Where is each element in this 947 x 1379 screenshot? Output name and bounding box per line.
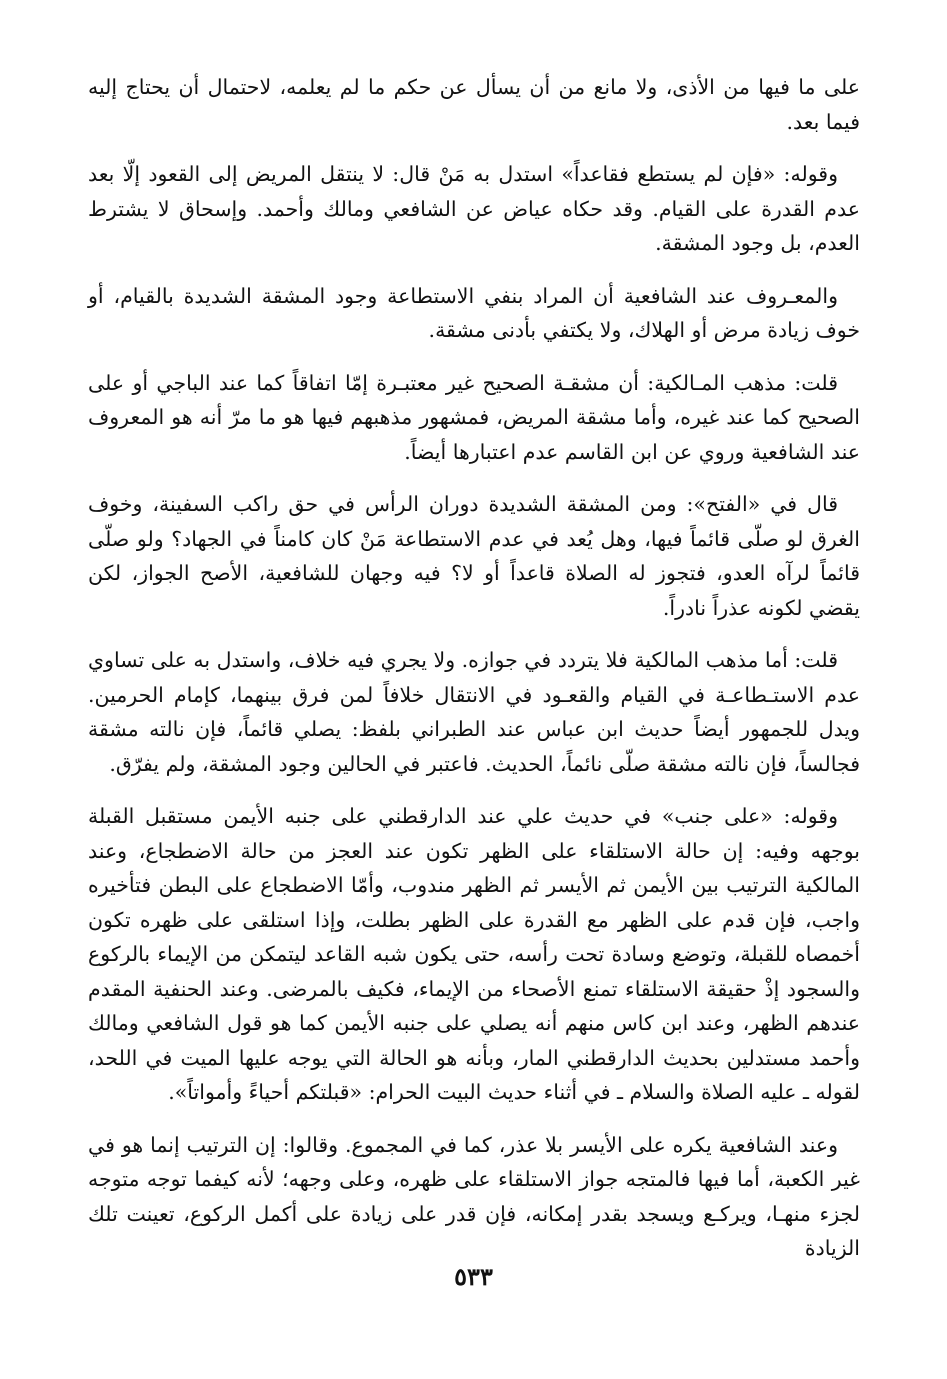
paragraph-6: قلت: أما مذهب المالكية فلا يتردد في جوازه. ولا يجري فيه خلاف، واستدل به على تساوي عدم الاستـطاعـة في القيام والقعـود في الانتقال خلافاً لمن فرق بينهما، كإمام الحرمين. ويدل للجمهور أيضاً حديث ابن عباس عند الطبراني بلفظ: يصلي قائماً، فإن نالته مشقة فجالساً، فإن نالته مشقة صلّى نائماً، الحديث. فاعتبر في الحالين وجود المشقة، ولم يفرّق. bbox=[88, 648, 860, 776]
paragraph-3: والمعـروف عند الشافعية أن المراد بنفي الاستطاعة وجود المشقة الشديدة بالقيام، أو خوف زيادة مرض أو الهلاك، ولا يكتفي بأدنى مشقة. bbox=[88, 283, 860, 342]
paragraph-4: قلت: مذهب المـالكية: أن مشقـة الصحيح غير معتبـرة إمّا اتفاقاً كما عند الباجي أو على الصحيح كما عند غيره، وأما مشقة المريض، فمشهور مذهبهم فيها هو ما مرّ أنه هو المعروف عند الشافعية وروي عن ابن القاسم عدم اعتبارها أيضاً. bbox=[88, 370, 860, 464]
paragraph-5: قال في «الفتح»: ومن المشقة الشديدة دوران الرأس في حق راكب السفينة، وخوف الغرق لو صلّى قائماً فيها، وهل يُعد في عدم الاستطاعة مَنْ كان كامناً في الجهاد؟ ولو صلّى قائماً لرآه العدو، فتجوز له الصلاة قاعداً أو لا؟ فيه وجهان للشافعية، الأصح الجواز، لكن يقضي لكونه عذراً نادراً. bbox=[88, 492, 860, 620]
paragraph-8: وعند الشافعية يكره على الأيسر بلا عذر، كما في المجموع. وقالوا: إن الترتيب إنما هو في غير الكعبة، أما فيها فالمتجه جواز الاستلقاء على ظهره، وعلى وجهه؛ لأنه كيفما توجه متوجه لجزء منهـا، ويركـع ويسجد بقدر إمكانه، فإن قدر على زيادة على أكمل الركوع، تعينت تلك الزيادة bbox=[88, 1132, 860, 1260]
page-body bbox=[88, 70, 860, 1284]
paragraph-7: وقوله: «على جنب» في حديث علي عند الدارقطني على جنبه الأيمن مستقبل القبلة بوجهه وفيه: إن حالة الاستلقاء على الظهر تكون عند العجز من حالة الاضطجاع، وعند المالكية الترتيب بين الأيمن ثم الأيسر ثم الظهر مندوب، وأمّا الاضطجاع على البطن فتأخيره واجب، فإن قدم على الظهر مع القدرة على الظهر بطلت، وإذا استلقى على ظهره تكون أخمصاه للقبلة، وتوضع وسادة تحت رأسه، حتى يكون شبه القاعد ليتمكن من الإيماء بالركوع والسجود إذْ حقيقة الاستلقاء تمنع الأصحاء من الإيماء، فكيف بالمرضى. وعند الحنفية المقدم عندهم الظهر، وعند ابن كاس منهم أنه يصلي على جنبه الأيمن كما هو قول الشافعي ومالك وأحمد مستدلين بحديث الدارقطني المار، وبأنه هو الحالة التي يوجه عليها الميت في اللحد، لقوله ـ عليه الصلاة والسلام ـ في أثناء حديث البيت الحرام: «قبلتكم أحياءً وأمواتاً». bbox=[88, 804, 860, 1104]
page-number: ٥٣٣ bbox=[454, 1262, 493, 1291]
paragraph-1: على ما فيها من الأذى، ولا مانع من أن يسأل عن حكم ما لم يعلمه، لاحتمال أن يحتاج إليه فيما بعد. bbox=[88, 75, 860, 134]
paragraph-2: وقوله: «فإن لم يستطع فقاعداً» استدل به مَنْ قال: لا ينتقل المريض إلى القعود إلّا بعد عدم القدرة على القيام. وقد حكاه عياض عن الشافعي ومالك وأحمد. وإسحاق لا يشترط العدم، بل وجود المشقة. bbox=[88, 162, 860, 255]
